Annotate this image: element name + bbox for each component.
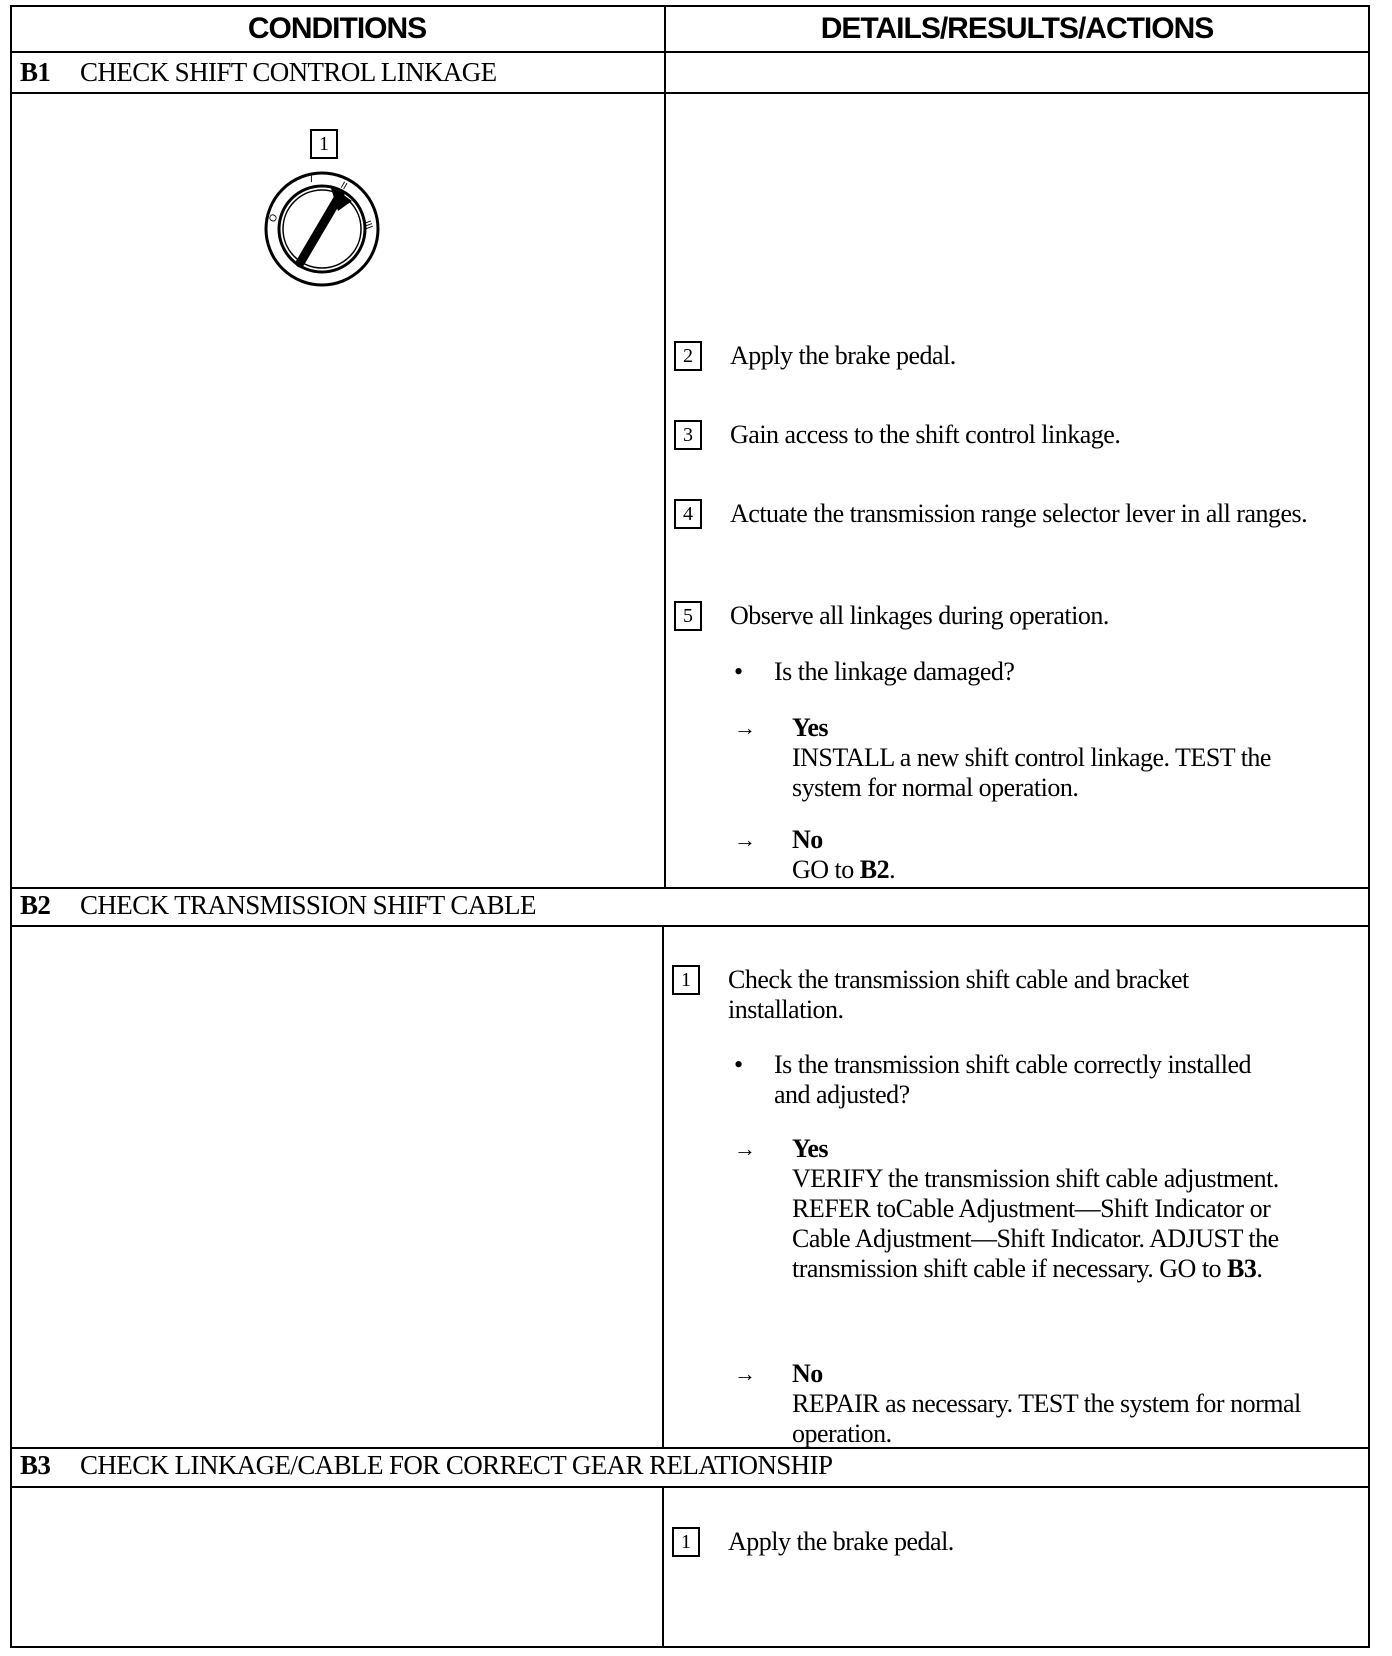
step-text: Observe all linkages during operation. xyxy=(730,601,1109,630)
yes-text xyxy=(792,1164,1279,1283)
section-b3-id: B3 xyxy=(20,1450,51,1480)
no-text-ref: B2 xyxy=(859,855,890,884)
section-b2-id: B2 xyxy=(20,890,51,920)
step-text: Check the transmission shift cable and bracket installation. xyxy=(728,965,1189,1024)
divider xyxy=(12,1486,1368,1488)
yes-text: INSTALL a new shift control linkage. TEST the system for normal operation. xyxy=(792,743,1271,802)
details-column-header: DETAILS/RESULTS/ACTIONS xyxy=(820,12,1214,45)
section-b1-title: CHECK SHIFT CONTROL LINKAGE xyxy=(80,57,497,87)
step-text: Actuate the transmission range selector lever in all ranges. xyxy=(730,499,1308,528)
no-text-suffix: . xyxy=(889,855,896,884)
column-divider xyxy=(662,927,664,1447)
question-text: Is the linkage damaged? xyxy=(774,657,1015,686)
bullet: • xyxy=(734,657,744,686)
section-b2-title: CHECK TRANSMISSION SHIFT CABLE xyxy=(80,890,536,920)
no-text xyxy=(792,855,895,884)
bullet: • xyxy=(734,1050,744,1079)
svg-text:I: I xyxy=(310,174,313,185)
question-text: Is the transmission shift cable correctly installed and adjusted? xyxy=(774,1050,1252,1109)
conditions-column-header: CONDITIONS xyxy=(247,12,427,45)
yes-text-body: VERIFY the transmission shift cable adjustment. REFER toCable Adjustment—Shift Indicator or Cable Adjustment—Shift Indicator. ADJUST the transmission shift cable if necessary. GO to xyxy=(792,1164,1279,1283)
column-divider xyxy=(664,94,666,889)
column-divider xyxy=(662,1488,664,1648)
section-b1-id: B1 xyxy=(20,57,51,87)
svg-text:III: III xyxy=(361,219,375,231)
divider xyxy=(12,1447,1368,1449)
svg-text:II: II xyxy=(338,180,349,193)
divider xyxy=(12,92,1368,94)
yes-text-ref: B3 xyxy=(1227,1254,1257,1283)
section-b3-header xyxy=(20,1450,832,1481)
step-text: Apply the brake pedal. xyxy=(730,341,956,370)
step-number: 4 xyxy=(674,499,702,529)
no-answer xyxy=(792,825,1332,885)
no-text-prefix: GO to xyxy=(792,855,860,884)
svg-text:O: O xyxy=(267,212,281,225)
figure-step-marker: 1 xyxy=(310,129,338,159)
arrow-right-icon: → xyxy=(734,827,756,852)
no-label: No xyxy=(792,825,823,854)
arrow-right-icon: → xyxy=(734,1136,756,1161)
step-number: 1 xyxy=(672,1527,700,1557)
no-answer xyxy=(792,1359,1312,1449)
step-number: 1 xyxy=(672,965,700,995)
yes-label: Yes xyxy=(792,713,829,742)
ignition-switch-icon xyxy=(260,167,384,291)
yes-answer xyxy=(792,1134,1312,1284)
diagnostic-table xyxy=(10,5,1370,1648)
divider xyxy=(12,51,1368,53)
yes-answer xyxy=(792,713,1332,803)
step-number: 3 xyxy=(674,420,702,450)
divider xyxy=(12,887,1368,889)
yes-text-suffix: . xyxy=(1256,1254,1263,1283)
section-b3-title: CHECK LINKAGE/CABLE FOR CORRECT GEAR RELATIONSHIP xyxy=(80,1450,833,1480)
divider xyxy=(12,925,1368,927)
yes-label: Yes xyxy=(792,1134,829,1163)
section-b1-header xyxy=(20,57,497,88)
column-divider xyxy=(664,7,666,94)
arrow-right-icon: → xyxy=(734,715,756,740)
arrow-right-icon: → xyxy=(734,1361,756,1386)
step-number: 2 xyxy=(674,341,702,371)
step-text: Gain access to the shift control linkage. xyxy=(730,420,1121,449)
section-b2-header xyxy=(20,890,536,921)
step-text: Apply the brake pedal. xyxy=(728,1527,954,1556)
no-text: REPAIR as necessary. TEST the system for normal operation. xyxy=(792,1389,1301,1448)
no-label: No xyxy=(792,1359,823,1388)
step-number: 5 xyxy=(674,601,702,631)
